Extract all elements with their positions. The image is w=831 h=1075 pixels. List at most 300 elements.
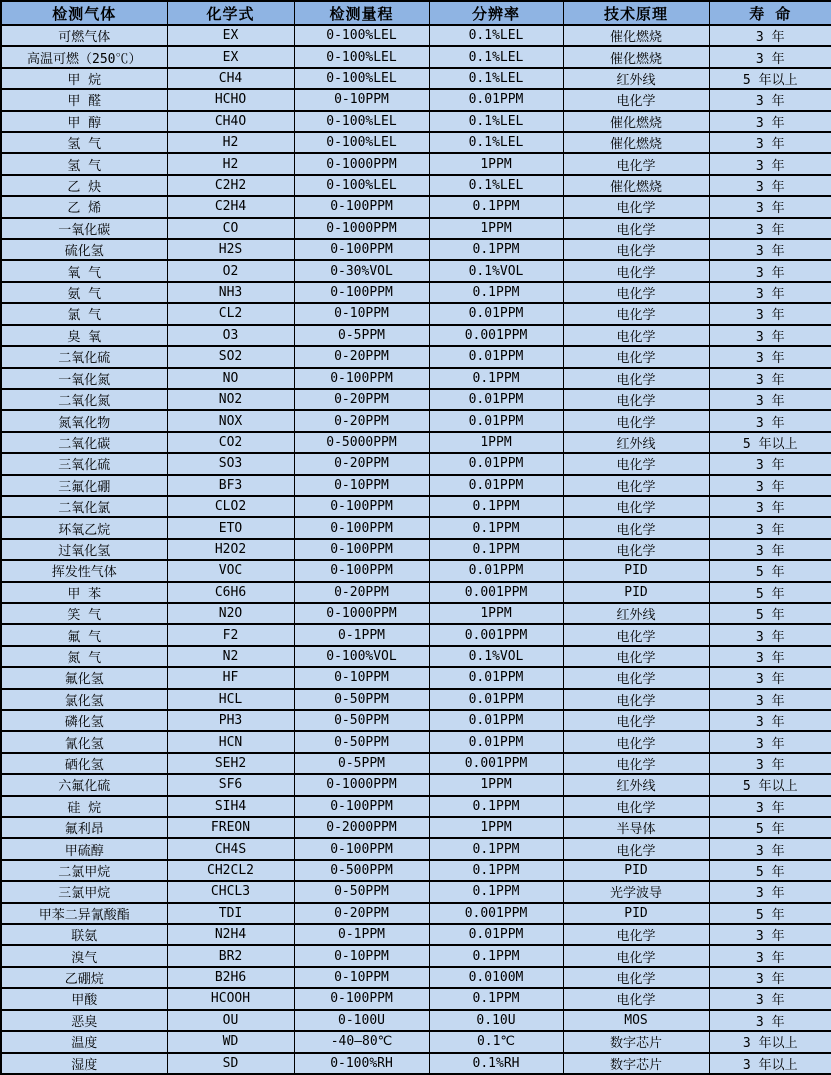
cell-lifespan: 3 年以上 xyxy=(709,1053,831,1075)
cell-formula: TDI xyxy=(167,903,294,924)
cell-formula: NOX xyxy=(167,410,294,431)
cell-resolution: 0.001PPM xyxy=(429,753,563,774)
cell-principle: 电化学 xyxy=(563,496,709,517)
cell-principle: MOS xyxy=(563,1010,709,1031)
cell-formula: SF6 xyxy=(167,774,294,795)
cell-principle: 电化学 xyxy=(563,260,709,281)
cell-lifespan: 3 年 xyxy=(709,667,831,688)
cell-principle: 半导体 xyxy=(563,817,709,838)
cell-resolution: 0.1PPM xyxy=(429,988,563,1009)
table-row xyxy=(1,603,831,624)
cell-resolution: 0.01PPM xyxy=(429,389,563,410)
cell-resolution: 0.1%LEL xyxy=(429,132,563,153)
cell-formula: O2 xyxy=(167,260,294,281)
cell-resolution: 0.001PPM xyxy=(429,624,563,645)
cell-range: 0-100%LEL xyxy=(294,111,429,132)
cell-gas: 氟化氢 xyxy=(1,667,167,688)
cell-range: 0-100%LEL xyxy=(294,46,429,67)
cell-range: 0-20PPM xyxy=(294,582,429,603)
cell-principle: 电化学 xyxy=(563,988,709,1009)
cell-gas: 溴气 xyxy=(1,945,167,966)
cell-lifespan: 3 年 xyxy=(709,475,831,496)
cell-formula: NO xyxy=(167,368,294,389)
cell-gas: 乙 烯 xyxy=(1,196,167,217)
cell-gas: 臭 氧 xyxy=(1,325,167,346)
cell-formula: N2H4 xyxy=(167,924,294,945)
cell-lifespan: 3 年 xyxy=(709,539,831,560)
table-row xyxy=(1,68,831,89)
cell-principle: 红外线 xyxy=(563,432,709,453)
cell-resolution: 1PPM xyxy=(429,603,563,624)
cell-principle: PID xyxy=(563,903,709,924)
cell-resolution: 0.01PPM xyxy=(429,560,563,581)
cell-lifespan: 3 年 xyxy=(709,646,831,667)
cell-gas: 三氧化硫 xyxy=(1,453,167,474)
col-header-resolution: 分辨率 xyxy=(429,1,563,25)
cell-resolution: 1PPM xyxy=(429,817,563,838)
cell-lifespan: 3 年 xyxy=(709,731,831,752)
table-row xyxy=(1,389,831,410)
cell-principle: 电化学 xyxy=(563,475,709,496)
table-row xyxy=(1,325,831,346)
col-header-gas: 检测气体 xyxy=(1,1,167,25)
cell-lifespan: 3 年 xyxy=(709,46,831,67)
cell-lifespan: 3 年 xyxy=(709,410,831,431)
cell-lifespan: 3 年 xyxy=(709,753,831,774)
cell-range: 0-100PPM xyxy=(294,988,429,1009)
cell-formula: CO2 xyxy=(167,432,294,453)
table-row xyxy=(1,881,831,902)
cell-gas: 甲酸 xyxy=(1,988,167,1009)
cell-lifespan: 3 年 xyxy=(709,239,831,260)
table-row xyxy=(1,1053,831,1075)
cell-formula: SIH4 xyxy=(167,796,294,817)
table-row xyxy=(1,924,831,945)
cell-principle: 电化学 xyxy=(563,838,709,859)
cell-resolution: 0.1%RH xyxy=(429,1053,563,1075)
cell-lifespan: 3 年 xyxy=(709,196,831,217)
cell-range: 0-50PPM xyxy=(294,731,429,752)
table-row xyxy=(1,753,831,774)
cell-principle: 电化学 xyxy=(563,689,709,710)
cell-lifespan: 3 年 xyxy=(709,881,831,902)
cell-range: 0-500PPM xyxy=(294,860,429,881)
table-row xyxy=(1,175,831,196)
table-row xyxy=(1,796,831,817)
table-row xyxy=(1,218,831,239)
table-row xyxy=(1,153,831,174)
cell-formula: WD xyxy=(167,1031,294,1052)
cell-gas: 过氧化氢 xyxy=(1,539,167,560)
cell-formula: BF3 xyxy=(167,475,294,496)
cell-formula: C2H4 xyxy=(167,196,294,217)
cell-resolution: 0.001PPM xyxy=(429,325,563,346)
cell-lifespan: 3 年 xyxy=(709,796,831,817)
cell-resolution: 0.1%LEL xyxy=(429,46,563,67)
cell-resolution: 0.001PPM xyxy=(429,582,563,603)
cell-gas: 湿度 xyxy=(1,1053,167,1075)
cell-range: 0-50PPM xyxy=(294,689,429,710)
cell-resolution: 0.01PPM xyxy=(429,689,563,710)
cell-formula: NH3 xyxy=(167,282,294,303)
cell-formula: BR2 xyxy=(167,945,294,966)
cell-gas: 氯化氢 xyxy=(1,689,167,710)
cell-principle: 电化学 xyxy=(563,710,709,731)
table-row xyxy=(1,860,831,881)
cell-principle: 催化燃烧 xyxy=(563,132,709,153)
cell-range: 0-1000PPM xyxy=(294,603,429,624)
table-row xyxy=(1,817,831,838)
table-row xyxy=(1,46,831,67)
cell-principle: 催化燃烧 xyxy=(563,111,709,132)
table-row xyxy=(1,838,831,859)
cell-gas: 甲 醛 xyxy=(1,89,167,110)
cell-resolution: 1PPM xyxy=(429,153,563,174)
cell-formula: ETO xyxy=(167,517,294,538)
cell-gas: 氮 气 xyxy=(1,646,167,667)
cell-resolution: 0.01PPM xyxy=(429,710,563,731)
cell-gas: 可燃气体 xyxy=(1,25,167,46)
cell-formula: NO2 xyxy=(167,389,294,410)
cell-lifespan: 5 年以上 xyxy=(709,774,831,795)
cell-range: 0-1000PPM xyxy=(294,774,429,795)
cell-gas: 氟 气 xyxy=(1,624,167,645)
table-row xyxy=(1,111,831,132)
cell-lifespan: 5 年以上 xyxy=(709,68,831,89)
cell-range: 0-20PPM xyxy=(294,453,429,474)
table-row xyxy=(1,710,831,731)
cell-resolution: 0.1PPM xyxy=(429,860,563,881)
cell-principle: 电化学 xyxy=(563,410,709,431)
cell-lifespan: 3 年 xyxy=(709,111,831,132)
cell-range: 0-100PPM xyxy=(294,239,429,260)
cell-range: -40—80℃ xyxy=(294,1031,429,1052)
cell-principle: 光学波导 xyxy=(563,881,709,902)
cell-range: 0-10PPM xyxy=(294,967,429,988)
cell-resolution: 0.1%LEL xyxy=(429,25,563,46)
cell-resolution: 0.01PPM xyxy=(429,924,563,945)
cell-resolution: 0.10U xyxy=(429,1010,563,1031)
cell-gas: 氰化氢 xyxy=(1,731,167,752)
cell-gas: 甲硫醇 xyxy=(1,838,167,859)
cell-principle: 电化学 xyxy=(563,218,709,239)
cell-gas: 氯 气 xyxy=(1,303,167,324)
table-row xyxy=(1,667,831,688)
cell-formula: CH4 xyxy=(167,68,294,89)
cell-lifespan: 3 年 xyxy=(709,153,831,174)
cell-gas: 氢 气 xyxy=(1,132,167,153)
table-row xyxy=(1,239,831,260)
cell-range: 0-100PPM xyxy=(294,560,429,581)
cell-principle: 电化学 xyxy=(563,368,709,389)
cell-principle: 电化学 xyxy=(563,453,709,474)
cell-resolution: 1PPM xyxy=(429,218,563,239)
cell-range: 0-5PPM xyxy=(294,325,429,346)
cell-range: 0-100U xyxy=(294,1010,429,1031)
cell-principle: 红外线 xyxy=(563,774,709,795)
table-row xyxy=(1,496,831,517)
header-row xyxy=(1,1,831,25)
cell-principle: 电化学 xyxy=(563,624,709,645)
cell-formula: CH2CL2 xyxy=(167,860,294,881)
cell-formula: CHCL3 xyxy=(167,881,294,902)
cell-range: 0-20PPM xyxy=(294,346,429,367)
cell-formula: CH4O xyxy=(167,111,294,132)
cell-range: 0-100PPM xyxy=(294,496,429,517)
table-row xyxy=(1,260,831,281)
cell-range: 0-50PPM xyxy=(294,881,429,902)
cell-gas: 硫化氢 xyxy=(1,239,167,260)
cell-resolution: 0.01PPM xyxy=(429,475,563,496)
cell-range: 0-100%LEL xyxy=(294,25,429,46)
cell-principle: 电化学 xyxy=(563,539,709,560)
cell-gas: 笑 气 xyxy=(1,603,167,624)
cell-resolution: 0.1PPM xyxy=(429,881,563,902)
col-header-principle: 技术原理 xyxy=(563,1,709,25)
cell-lifespan: 5 年 xyxy=(709,560,831,581)
cell-principle: 电化学 xyxy=(563,924,709,945)
cell-gas: 甲 苯 xyxy=(1,582,167,603)
cell-formula: CLO2 xyxy=(167,496,294,517)
cell-range: 0-100%LEL xyxy=(294,132,429,153)
cell-principle: 红外线 xyxy=(563,603,709,624)
cell-formula: C6H6 xyxy=(167,582,294,603)
cell-formula: HCOOH xyxy=(167,988,294,1009)
cell-principle: 电化学 xyxy=(563,196,709,217)
cell-range: 0-1PPM xyxy=(294,624,429,645)
cell-resolution: 0.01PPM xyxy=(429,667,563,688)
cell-principle: 电化学 xyxy=(563,967,709,988)
cell-gas: 甲苯二异氰酸酯 xyxy=(1,903,167,924)
cell-resolution: 0.001PPM xyxy=(429,903,563,924)
cell-formula: EX xyxy=(167,46,294,67)
table-row xyxy=(1,988,831,1009)
cell-range: 0-10PPM xyxy=(294,945,429,966)
cell-range: 0-100PPM xyxy=(294,196,429,217)
cell-resolution: 0.01PPM xyxy=(429,453,563,474)
cell-resolution: 0.01PPM xyxy=(429,303,563,324)
cell-gas: 恶臭 xyxy=(1,1010,167,1031)
cell-principle: 红外线 xyxy=(563,68,709,89)
table-row xyxy=(1,1031,831,1052)
cell-principle: 电化学 xyxy=(563,325,709,346)
table-row xyxy=(1,282,831,303)
cell-lifespan: 5 年以上 xyxy=(709,432,831,453)
cell-resolution: 0.01PPM xyxy=(429,410,563,431)
cell-lifespan: 5 年 xyxy=(709,582,831,603)
cell-formula: H2S xyxy=(167,239,294,260)
cell-range: 0-50PPM xyxy=(294,710,429,731)
cell-gas: 挥发性气体 xyxy=(1,560,167,581)
cell-principle: 电化学 xyxy=(563,517,709,538)
cell-range: 0-2000PPM xyxy=(294,817,429,838)
cell-formula: FREON xyxy=(167,817,294,838)
cell-lifespan: 5 年 xyxy=(709,603,831,624)
cell-lifespan: 3 年 xyxy=(709,1010,831,1031)
cell-formula: B2H6 xyxy=(167,967,294,988)
cell-resolution: 1PPM xyxy=(429,432,563,453)
cell-principle: 电化学 xyxy=(563,945,709,966)
table-row xyxy=(1,731,831,752)
cell-resolution: 0.1PPM xyxy=(429,196,563,217)
table-row xyxy=(1,646,831,667)
cell-principle: 电化学 xyxy=(563,153,709,174)
cell-range: 0-20PPM xyxy=(294,410,429,431)
table-row xyxy=(1,967,831,988)
table-row xyxy=(1,774,831,795)
cell-formula: SO2 xyxy=(167,346,294,367)
cell-lifespan: 3 年 xyxy=(709,710,831,731)
cell-principle: 数字芯片 xyxy=(563,1031,709,1052)
cell-formula: VOC xyxy=(167,560,294,581)
cell-formula: N2O xyxy=(167,603,294,624)
cell-lifespan: 3 年 xyxy=(709,132,831,153)
cell-formula: CO xyxy=(167,218,294,239)
cell-lifespan: 3 年 xyxy=(709,988,831,1009)
cell-range: 0-20PPM xyxy=(294,389,429,410)
cell-gas: 甲 烷 xyxy=(1,68,167,89)
table-row xyxy=(1,539,831,560)
cell-range: 0-100%LEL xyxy=(294,175,429,196)
cell-lifespan: 3 年 xyxy=(709,945,831,966)
cell-gas: 六氟化硫 xyxy=(1,774,167,795)
cell-lifespan: 3 年 xyxy=(709,624,831,645)
cell-formula: SO3 xyxy=(167,453,294,474)
table-row xyxy=(1,517,831,538)
table-row xyxy=(1,624,831,645)
cell-gas: 温度 xyxy=(1,1031,167,1052)
cell-gas: 高温可燃（250℃） xyxy=(1,46,167,67)
cell-gas: 三氯甲烷 xyxy=(1,881,167,902)
cell-range: 0-5PPM xyxy=(294,753,429,774)
table-row xyxy=(1,25,831,46)
cell-range: 0-5000PPM xyxy=(294,432,429,453)
cell-gas: 一氧化氮 xyxy=(1,368,167,389)
cell-range: 0-1PPM xyxy=(294,924,429,945)
cell-lifespan: 3 年以上 xyxy=(709,1031,831,1052)
cell-gas: 乙硼烷 xyxy=(1,967,167,988)
cell-principle: 电化学 xyxy=(563,753,709,774)
cell-formula: CH4S xyxy=(167,838,294,859)
cell-resolution: 0.1PPM xyxy=(429,945,563,966)
cell-principle: 催化燃烧 xyxy=(563,175,709,196)
cell-formula: PH3 xyxy=(167,710,294,731)
cell-formula: H2 xyxy=(167,132,294,153)
cell-principle: 电化学 xyxy=(563,89,709,110)
cell-lifespan: 3 年 xyxy=(709,453,831,474)
cell-gas: 氟利昂 xyxy=(1,817,167,838)
cell-principle: 催化燃烧 xyxy=(563,25,709,46)
cell-lifespan: 3 年 xyxy=(709,346,831,367)
cell-range: 0-20PPM xyxy=(294,903,429,924)
cell-formula: C2H2 xyxy=(167,175,294,196)
cell-principle: PID xyxy=(563,582,709,603)
cell-range: 0-100PPM xyxy=(294,539,429,560)
cell-range: 0-30%VOL xyxy=(294,260,429,281)
cell-gas: 二氯甲烷 xyxy=(1,860,167,881)
table-row xyxy=(1,303,831,324)
cell-formula: HF xyxy=(167,667,294,688)
table-row xyxy=(1,410,831,431)
cell-lifespan: 3 年 xyxy=(709,389,831,410)
cell-gas: 二氧化碳 xyxy=(1,432,167,453)
cell-gas: 二氧化氯 xyxy=(1,496,167,517)
cell-principle: 电化学 xyxy=(563,667,709,688)
cell-principle: 电化学 xyxy=(563,389,709,410)
cell-formula: F2 xyxy=(167,624,294,645)
table-row xyxy=(1,368,831,389)
cell-gas: 一氧化碳 xyxy=(1,218,167,239)
cell-principle: 催化燃烧 xyxy=(563,46,709,67)
cell-principle: 电化学 xyxy=(563,731,709,752)
cell-gas: 氮氧化物 xyxy=(1,410,167,431)
cell-lifespan: 3 年 xyxy=(709,924,831,945)
cell-lifespan: 5 年 xyxy=(709,903,831,924)
cell-lifespan: 3 年 xyxy=(709,325,831,346)
cell-formula: HCL xyxy=(167,689,294,710)
cell-resolution: 0.1PPM xyxy=(429,239,563,260)
gas-table-body xyxy=(1,25,831,1074)
cell-range: 0-10PPM xyxy=(294,89,429,110)
cell-lifespan: 3 年 xyxy=(709,838,831,859)
cell-range: 0-10PPM xyxy=(294,303,429,324)
cell-formula: HCN xyxy=(167,731,294,752)
cell-formula: N2 xyxy=(167,646,294,667)
cell-gas: 硅 烷 xyxy=(1,796,167,817)
cell-resolution: 0.1%VOL xyxy=(429,646,563,667)
cell-resolution: 0.1%LEL xyxy=(429,68,563,89)
cell-gas: 磷化氢 xyxy=(1,710,167,731)
table-row xyxy=(1,560,831,581)
cell-lifespan: 3 年 xyxy=(709,967,831,988)
cell-range: 0-1000PPM xyxy=(294,153,429,174)
cell-formula: CL2 xyxy=(167,303,294,324)
cell-range: 0-10PPM xyxy=(294,667,429,688)
cell-resolution: 0.1%LEL xyxy=(429,175,563,196)
cell-resolution: 1PPM xyxy=(429,774,563,795)
cell-formula: H2O2 xyxy=(167,539,294,560)
table-row xyxy=(1,1010,831,1031)
cell-lifespan: 3 年 xyxy=(709,368,831,389)
cell-lifespan: 3 年 xyxy=(709,89,831,110)
cell-lifespan: 5 年 xyxy=(709,860,831,881)
cell-gas: 氢 气 xyxy=(1,153,167,174)
table-row xyxy=(1,453,831,474)
cell-lifespan: 3 年 xyxy=(709,260,831,281)
cell-range: 0-100PPM xyxy=(294,282,429,303)
cell-gas: 联氨 xyxy=(1,924,167,945)
cell-resolution: 0.1PPM xyxy=(429,539,563,560)
table-row xyxy=(1,132,831,153)
cell-range: 0-10PPM xyxy=(294,475,429,496)
table-row xyxy=(1,945,831,966)
cell-resolution: 0.01PPM xyxy=(429,89,563,110)
cell-gas: 三氟化硼 xyxy=(1,475,167,496)
cell-lifespan: 5 年 xyxy=(709,817,831,838)
cell-formula: EX xyxy=(167,25,294,46)
cell-resolution: 0.1PPM xyxy=(429,282,563,303)
table-row xyxy=(1,903,831,924)
cell-lifespan: 3 年 xyxy=(709,517,831,538)
cell-resolution: 0.1PPM xyxy=(429,496,563,517)
cell-lifespan: 3 年 xyxy=(709,282,831,303)
cell-principle: 电化学 xyxy=(563,239,709,260)
cell-principle: PID xyxy=(563,560,709,581)
cell-formula: H2 xyxy=(167,153,294,174)
cell-range: 0-100PPM xyxy=(294,368,429,389)
cell-gas: 氨 气 xyxy=(1,282,167,303)
cell-range: 0-100%VOL xyxy=(294,646,429,667)
